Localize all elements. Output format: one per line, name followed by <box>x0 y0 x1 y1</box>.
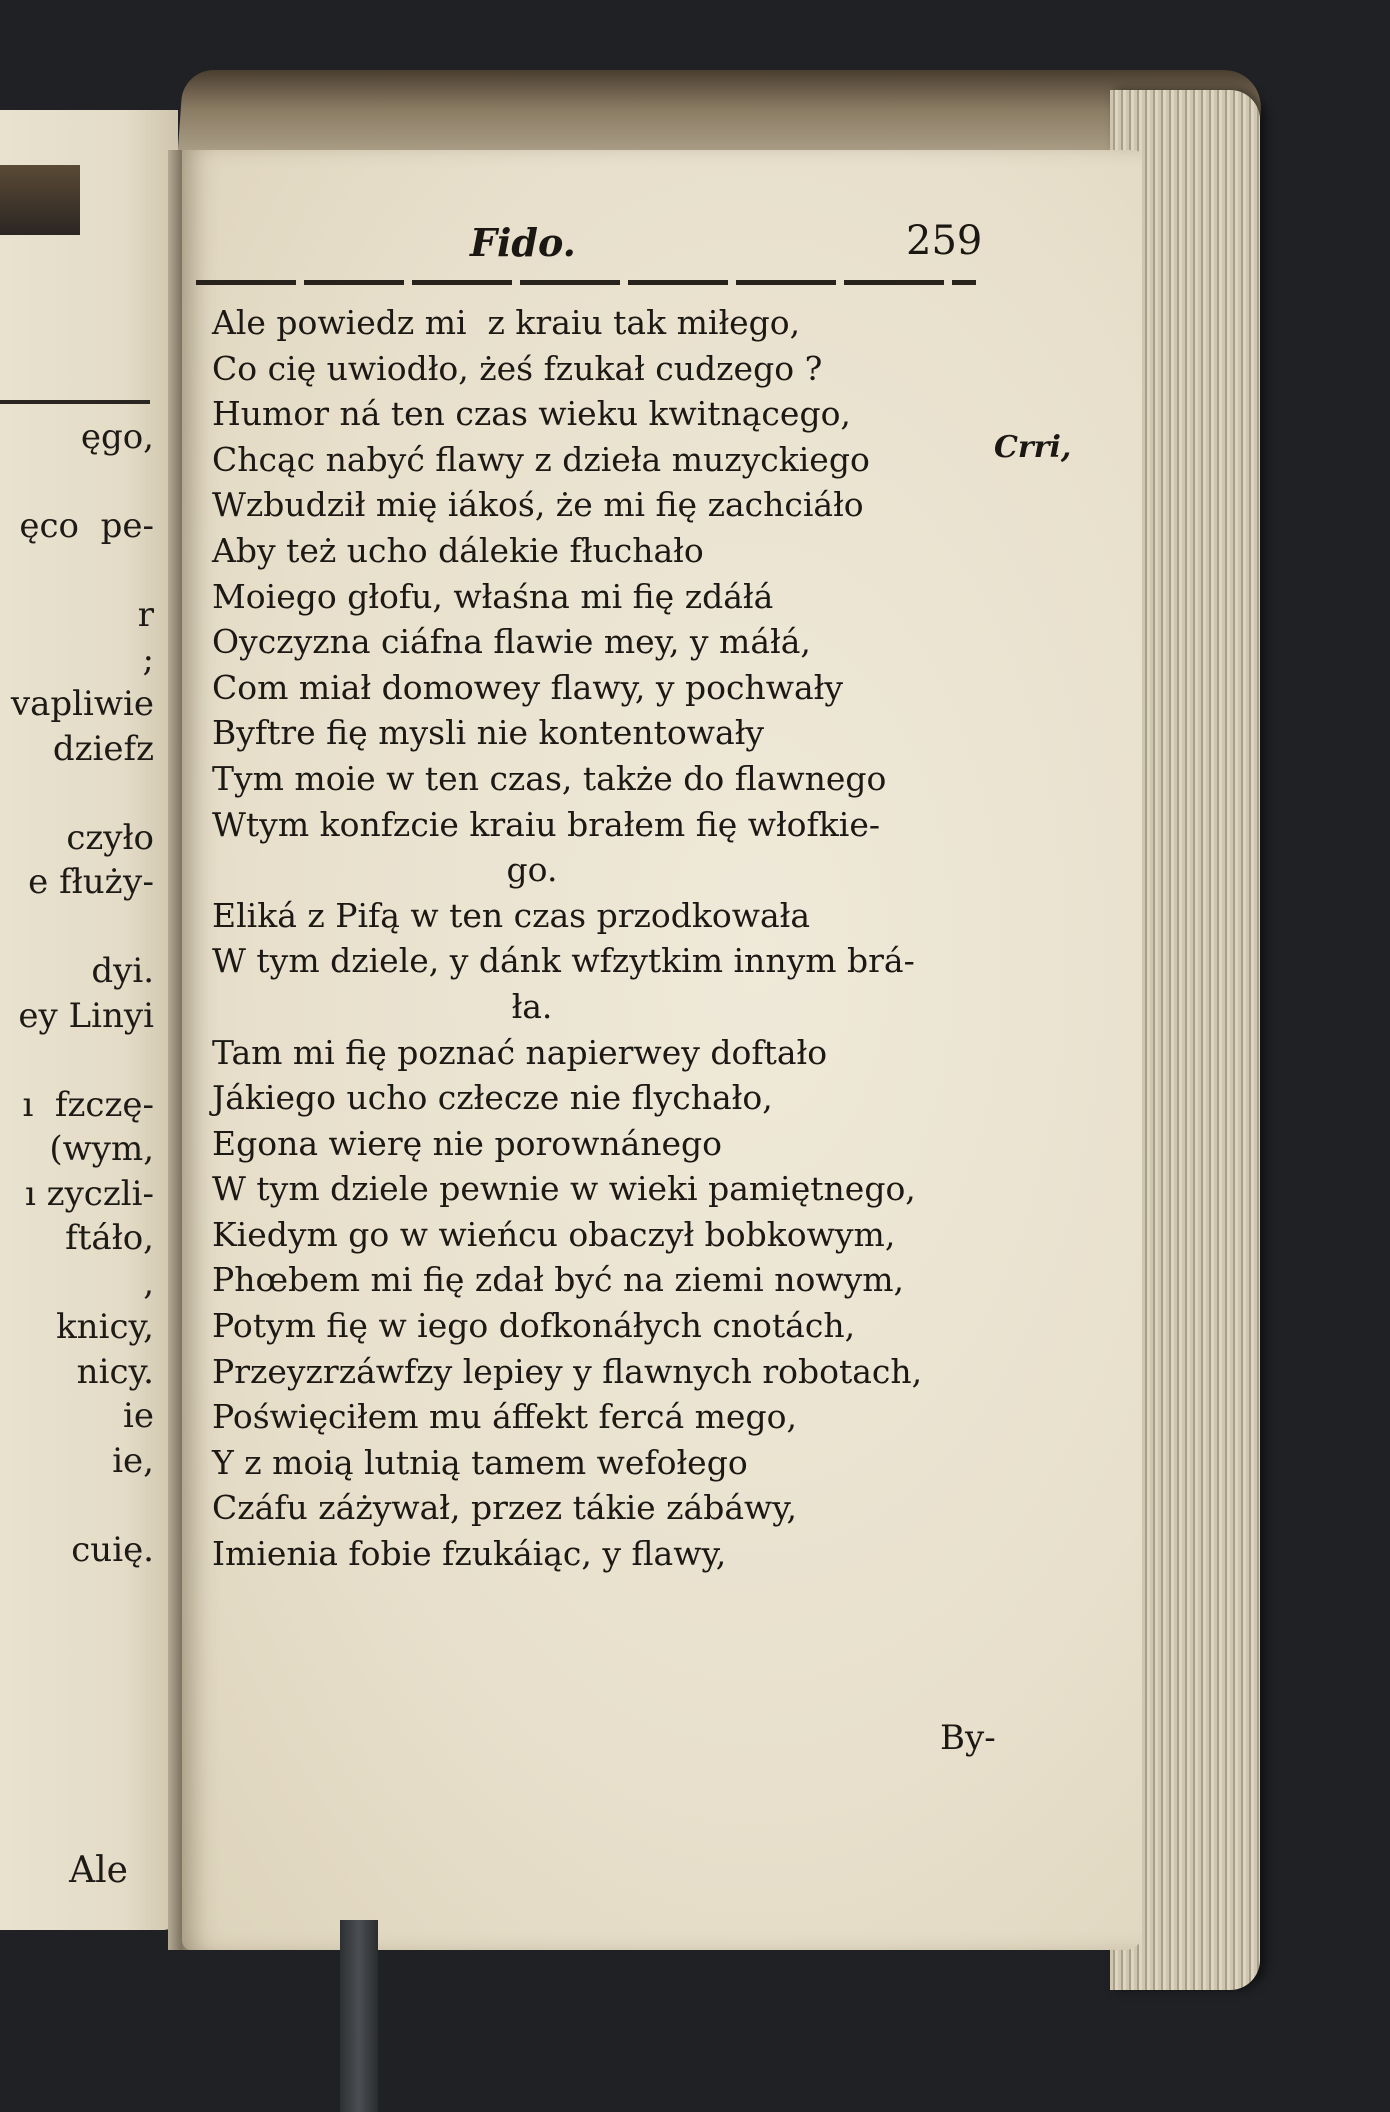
left-page-catchword: Ale <box>69 1850 128 1891</box>
verse-line: Przeyzrzáwfzy lepiey y flawnych robotach, <box>212 1351 923 1391</box>
left-line: ie <box>123 1396 154 1436</box>
verse-line: Ale powiedz mi z kraiu tak miłego, <box>212 303 801 342</box>
verse-line-continuation: go. <box>506 850 558 890</box>
verse-line: Wtym konfzcie kraiu brałem fię włofkie- <box>212 804 880 844</box>
verse-line: Com miał domowey flawy, y pochwały <box>212 667 843 707</box>
left-line <box>0 460 154 505</box>
verse-line: Czáfu záżywał, przez tákie zábáwy, <box>212 1488 798 1528</box>
ribbon-bookmark <box>340 1920 378 2112</box>
verse-line: W tym dziele pewnie w wieki pamiętnego, <box>212 1169 916 1209</box>
verse-line: Eliká z Pifą w ten czas przodkowała <box>212 895 811 935</box>
verse-line: Aby też ucho dálekie fłuchało <box>212 530 704 570</box>
left-page-text <box>0 415 154 1572</box>
left-line: dziefz <box>52 728 154 769</box>
left-line: knicy, <box>56 1307 154 1347</box>
verse-line: Humor ná ten czas wieku kwitnącego, <box>212 394 851 434</box>
page-number: 259 <box>906 218 983 264</box>
verse-line: Wzbudził mię iákoś, że mi fię zachciáło <box>212 485 864 525</box>
verse-line: Tym moie w ten czas, także do flawnego <box>212 758 887 798</box>
running-head: Fido. <box>470 220 576 265</box>
verse-line: Imienia fobie fzukáiąc, y flawy, <box>212 1534 727 1574</box>
left-page <box>0 110 178 1930</box>
verse-line: Potym fię w iego dofkonáłych cnotách, <box>212 1306 856 1346</box>
verse-line: Y z moią lutnią tamem wefołego <box>212 1442 748 1482</box>
left-line: nicy. <box>76 1351 154 1392</box>
left-line <box>0 549 154 594</box>
margin-note: Crri, <box>994 430 1072 465</box>
verse-line: Kiedym go w wieńcu obaczył bobkowym, <box>212 1214 896 1254</box>
left-line: (wym, <box>49 1129 154 1169</box>
left-line: , <box>143 1262 154 1303</box>
left-line: dyi. <box>91 951 154 991</box>
verse-line: Moiego głofu, właśna mi fię zdáłá <box>212 576 774 616</box>
left-line: ęgo, <box>80 417 154 457</box>
left-line <box>0 1483 154 1528</box>
head-rule <box>196 280 976 285</box>
verse-line: Oyczyzna ciáfna flawie mey, y máłá, <box>212 622 811 662</box>
left-line: ı zyczli- <box>25 1173 154 1214</box>
left-line: ie, <box>112 1440 154 1481</box>
left-line <box>0 771 154 816</box>
verse-line: Jákiego ucho człecze nie flychało, <box>212 1078 773 1118</box>
left-line <box>0 1038 154 1083</box>
left-line: ęco pe- <box>19 506 154 546</box>
left-line <box>0 905 154 950</box>
verse-line: W tym dziele, y dánk wfzytkim innym brá- <box>212 941 915 981</box>
left-line: ı fzczę- <box>22 1084 154 1125</box>
left-line: r <box>137 595 154 635</box>
left-line: czyło <box>66 817 154 858</box>
left-line: vapliwie <box>10 684 154 724</box>
left-line: e fłużу- <box>28 862 154 902</box>
verse-line: Egona wierę nie porownánego <box>212 1123 723 1163</box>
catchword: By- <box>940 1718 996 1758</box>
left-line: ftáło, <box>65 1218 154 1258</box>
left-page-worn-corner <box>0 165 80 235</box>
verse-line: Tam mi fię poznać napierwey doftało <box>212 1032 828 1072</box>
verse-line: Co cię uwiodło, żeś fzukał cudzego ? <box>212 348 823 388</box>
left-page-head-rule <box>0 400 150 404</box>
verse-line: Chcąc nabyć flawy z dzieła muzyckiego <box>212 439 870 479</box>
left-line: cuię. <box>71 1529 154 1570</box>
left-line: ; <box>142 639 154 680</box>
verse-block <box>212 300 1012 1577</box>
verse-line: Poświęciłem mu áffekt fercá mego, <box>212 1397 797 1437</box>
verse-line: Byftre fię mysli nie kontentowały <box>212 713 765 753</box>
verse-line-continuation: ła. <box>511 986 553 1026</box>
verse-line: Phœbem mi fię zdał być na ziemi nowym, <box>212 1260 905 1300</box>
left-line: ey Linyi <box>18 995 154 1036</box>
